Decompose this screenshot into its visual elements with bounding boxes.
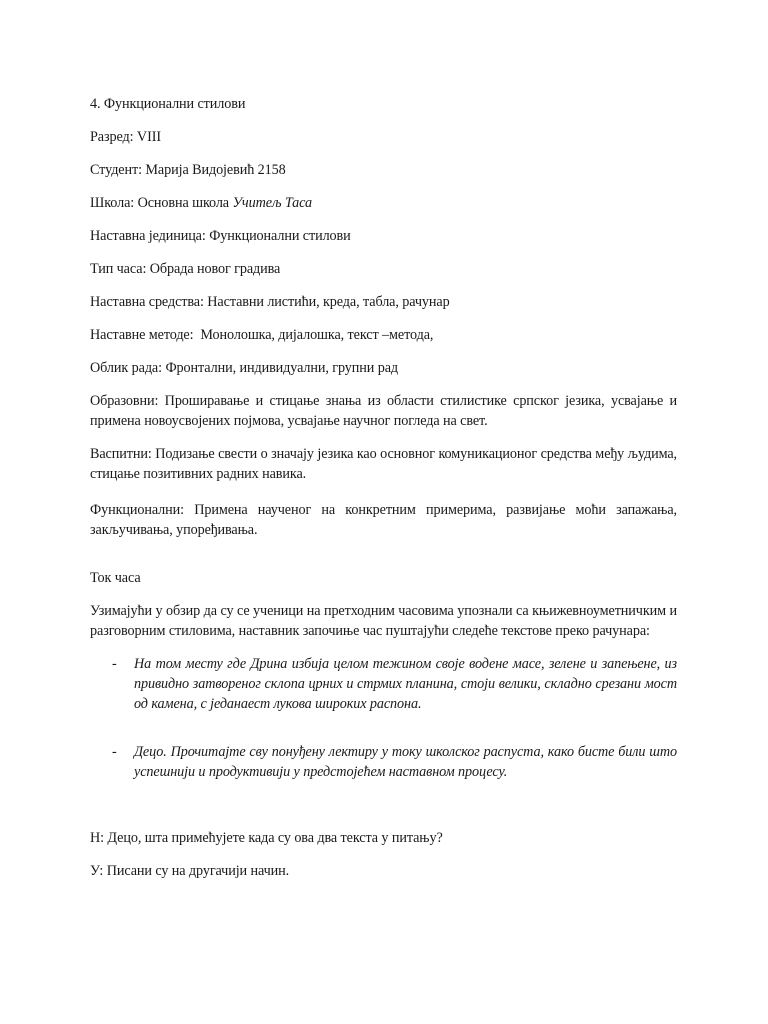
goal-text: Подизање свести о значају језика као основног комуникационог средства међу људима, стицање позитивних радних навика.	[90, 446, 677, 482]
intro-paragraph: Узимајући у обзир да су се ученици на претходним часовима упознали са књижевноуметничким и разговорним стиловима, наставник започиње час пуштајући следеће текстове преко рачунара:	[90, 603, 677, 639]
field-value: Фронтални, индивидуални, групни рад	[165, 360, 399, 376]
field-school	[90, 193, 677, 213]
dialogue-teacher: Н: Децо, шта примећујете када су ова два текста у питању?	[90, 830, 443, 846]
field-teaching-unit	[90, 226, 677, 246]
list-dash: -	[112, 656, 117, 672]
field-label: Наставне методе:	[90, 327, 194, 343]
goal-upbringing	[90, 444, 677, 484]
section-title: Ток часа	[90, 570, 141, 586]
field-student	[90, 160, 677, 180]
field-label: Облик рада:	[90, 360, 162, 376]
field-teaching-methods	[90, 325, 677, 345]
field-value: Марија Видојевић 2158	[145, 162, 286, 178]
goal-label: Образовни:	[90, 393, 159, 409]
example-text: Децо. Прочитајте сву понуђену лектиру у току школског распуста, како бисте били што успешнији и продуктивији у предстојећем наставном процесу.	[134, 744, 677, 780]
field-work-form	[90, 358, 677, 378]
goal-text: Примена наученог на конкретним примерима, развијање моћи запажања, закључивања, упоређивања.	[90, 502, 677, 538]
field-value: Наставни листићи, креда, табла, рачунар	[207, 294, 450, 310]
goal-label: Васпитни:	[90, 446, 152, 462]
example-text: На том месту где Дрина избија целом тежином своје водене масе, зелене и запењене, из привидно затвореног склопа црних и стрмих планина, стоји велики, складно срезани мост од камена, с једанаест лукова широких распона.	[134, 656, 677, 712]
field-value: VIII	[136, 129, 161, 145]
field-value: Обрада новог градива	[149, 261, 281, 277]
field-label: Разред:	[90, 129, 134, 145]
document-body	[90, 94, 677, 881]
example-item-2	[90, 742, 677, 782]
field-value: Функционални стилови	[209, 228, 351, 244]
field-teaching-aids	[90, 292, 677, 312]
field-lesson-type	[90, 259, 677, 279]
dialogue-student: У: Писани су на другачији начин.	[90, 863, 290, 879]
field-grade	[90, 127, 677, 147]
goal-educational	[90, 391, 677, 431]
field-value: Монолошка, дијалошка, текст –метода,	[200, 327, 434, 343]
school-name: Учитељ Таса	[232, 195, 312, 211]
goal-functional	[90, 500, 677, 540]
field-label: Студент:	[90, 162, 142, 178]
field-label: Наставна јединица:	[90, 228, 206, 244]
field-value: Основна школа	[137, 195, 230, 211]
field-label: Наставна средства:	[90, 294, 204, 310]
goal-label: Функционални:	[90, 502, 184, 518]
field-label: Тип часа:	[90, 261, 147, 277]
list-dash: -	[112, 744, 117, 760]
document-heading: 4. Функционални стилови	[90, 96, 246, 112]
field-label: Школа:	[90, 195, 135, 211]
goal-text: Проширавање и стицање знања из области стилистике српског језика, усвајање и примена новоусвојених појмова, усвајање научног погледа на свет.	[90, 393, 677, 429]
example-item-1	[90, 654, 677, 714]
